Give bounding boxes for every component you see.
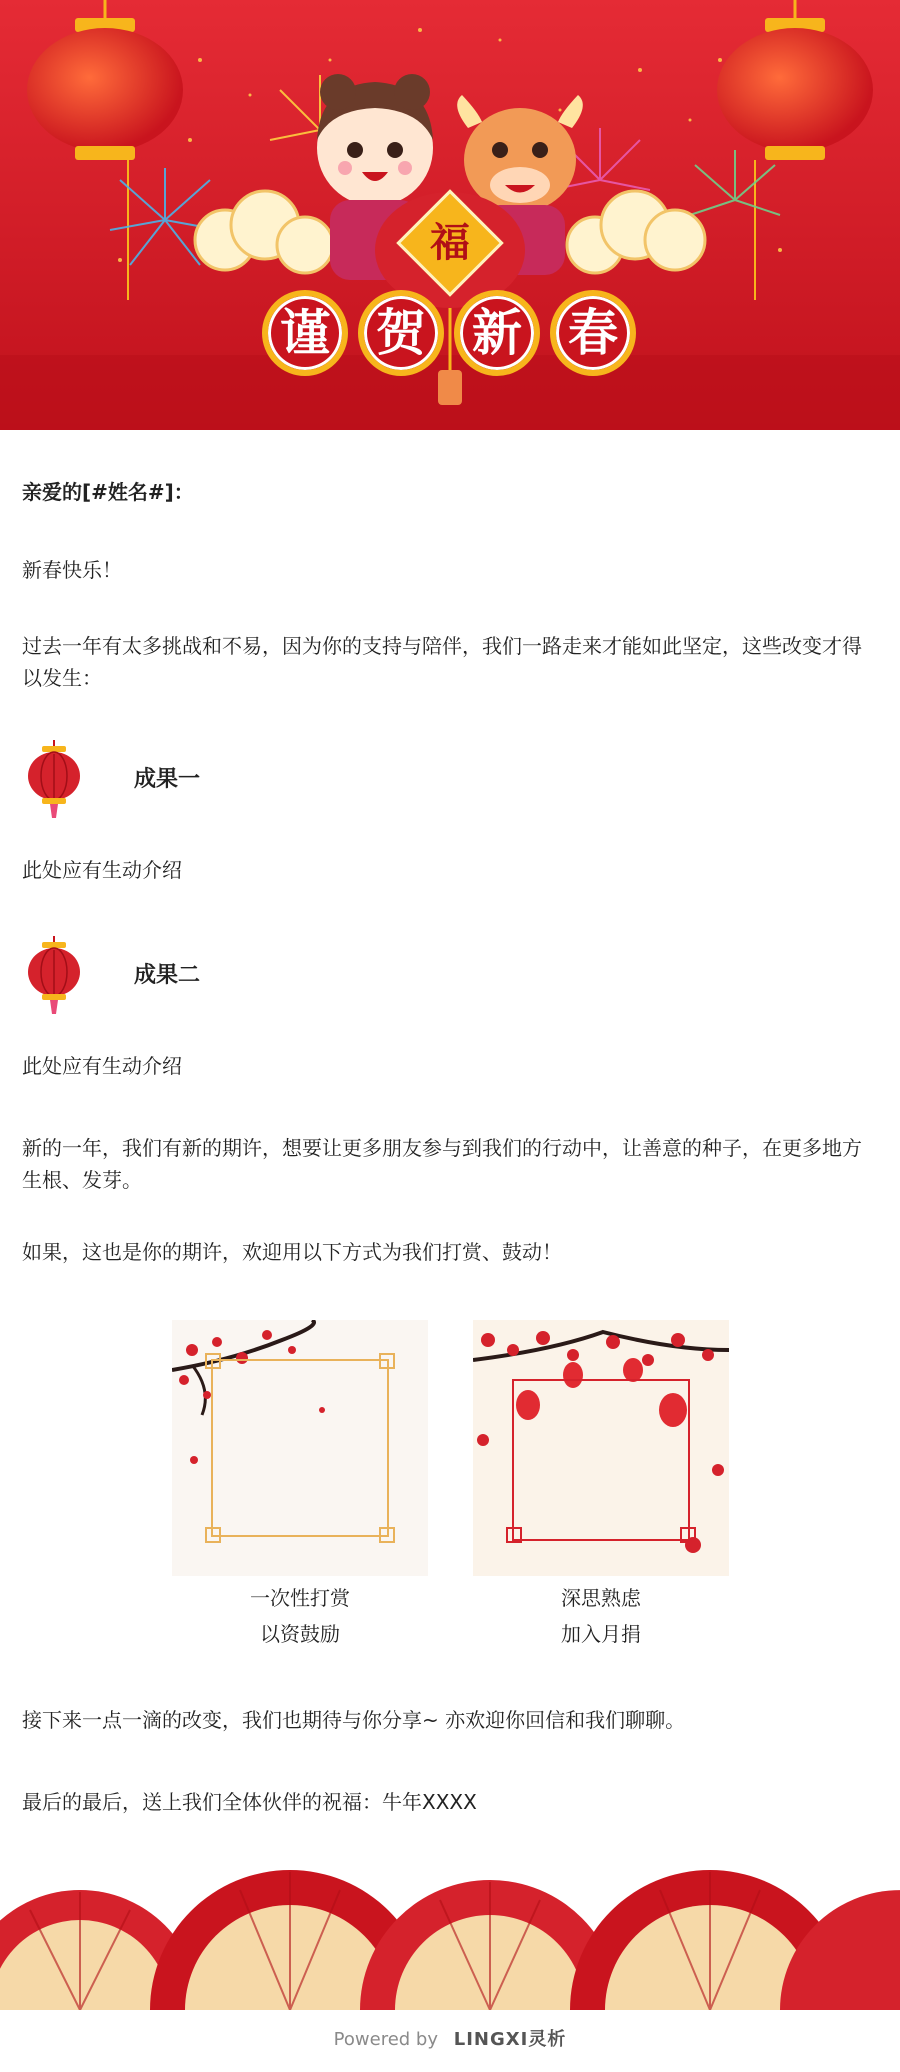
lantern-icon [22, 740, 86, 820]
new-year-paragraph: 新的一年，我们有新的期许，想要让更多朋友参与到我们的行动中，让善意的种子，在更多地方生根、发芽。 [22, 1136, 862, 1192]
donation-caption-line1: 深思熟虑 [561, 1586, 641, 1610]
banner-title-char: 谨 [262, 290, 348, 376]
powered-by-footer [0, 2020, 900, 2060]
achievement-title: 成果一 [134, 767, 201, 792]
new-year-banner [0, 0, 900, 430]
closing-paragraph: 最后的最后，送上我们全体伙伴的祝福：牛年XXXX [22, 1790, 477, 1814]
share-paragraph: 接下来一点一滴的改变，我们也期待与你分享~ 亦欢迎你回信和我们聊聊。 [22, 1708, 686, 1732]
one-time-donation-card[interactable] [172, 1320, 428, 1576]
folding-fan-icon [0, 1860, 900, 2010]
fan-decoration [0, 1860, 900, 2010]
fu-character: 福 [430, 219, 470, 266]
lantern-icon [22, 936, 86, 1016]
powered-by-label: Powered by [333, 2029, 438, 2050]
achievement-title: 成果二 [134, 963, 201, 988]
achievement-description: 此处应有生动介绍 [22, 858, 182, 882]
intro-paragraph: 过去一年有太多挑战和不易，因为你的支持与陪伴，我们一路走来才能如此坚定，这些改变才得以发生： [22, 634, 862, 690]
monthly-donation-card[interactable] [473, 1320, 729, 1576]
greeting: 亲爱的[#姓名#]： [22, 480, 194, 504]
achievement-one [22, 740, 872, 820]
new-year-wish: 新春快乐！ [22, 558, 122, 582]
banner-title-char: 贺 [358, 290, 444, 376]
banner-title-char: 新 [454, 290, 540, 376]
banner-title [262, 290, 638, 380]
banner-title-char: 春 [550, 290, 636, 376]
brand-logo[interactable]: LINGXI灵析 [453, 2029, 567, 2050]
achievement-description: 此处应有生动介绍 [22, 1054, 182, 1078]
call-to-action: 如果，这也是你的期许，欢迎用以下方式为我们打赏、鼓动！ [22, 1240, 562, 1264]
achievement-two [22, 936, 872, 1016]
donation-caption-line2: 加入月捐 [561, 1622, 641, 1646]
donation-caption-line1: 一次性打赏 [250, 1586, 350, 1610]
donation-caption-line2: 以资鼓励 [260, 1622, 340, 1646]
